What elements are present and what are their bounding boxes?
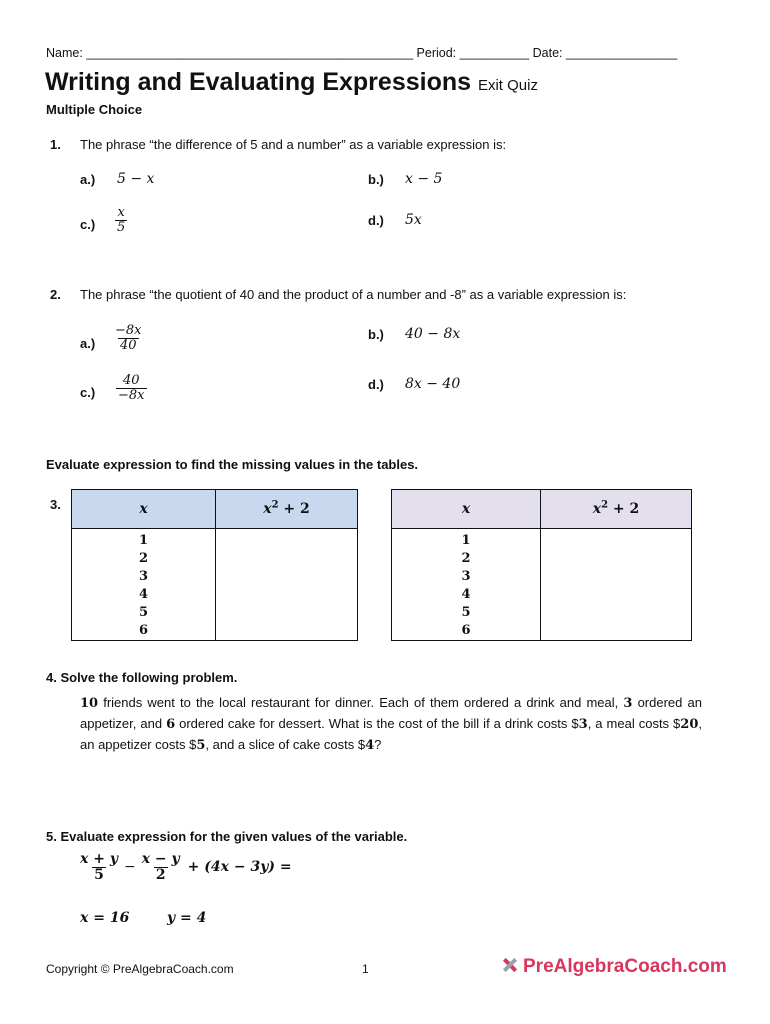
- q3-number: 3.: [50, 497, 61, 512]
- x-value: 3: [461, 569, 471, 584]
- title-main: Writing and Evaluating Expressions: [45, 68, 472, 96]
- period-blank: __________: [459, 46, 530, 60]
- q1-option-c-fraction: [115, 206, 127, 234]
- fraction-numerator: 40: [122, 373, 140, 388]
- fraction-numerator: −8x: [115, 323, 142, 338]
- date-blank: ________________: [566, 46, 678, 60]
- fraction-1: $\frac{x + y}{5}$: [80, 851, 118, 883]
- x-value: 4: [461, 587, 471, 602]
- q2-text: The phrase “the quotient of 40 and the product of a number and -8” as a variable expression is:: [80, 287, 627, 302]
- x-value: 1: [138, 533, 149, 548]
- q1-option-b-label: b.): [368, 172, 384, 187]
- footer-copyright: Copyright © PreAlgebraCoach.com: [46, 962, 234, 976]
- q3-table-right: [391, 489, 692, 641]
- q2-number: 2.: [50, 287, 61, 302]
- q1-option-a: 5 − x: [117, 171, 155, 187]
- q1-option-b: x − 5: [405, 171, 443, 187]
- x-value: 6: [138, 623, 149, 638]
- q2-option-b: 40 − 8x: [405, 326, 461, 342]
- brand-logo: [500, 955, 727, 981]
- answer-cell[interactable]: [216, 529, 358, 641]
- x-value: 4: [138, 587, 149, 602]
- q2-option-b-label: b.): [368, 327, 384, 342]
- table-header-x: x: [392, 490, 541, 529]
- page-title: [45, 68, 538, 97]
- q3-table-left: [71, 489, 358, 641]
- logo-text: PreAlgebraCoach.com: [523, 956, 727, 977]
- title-sub: Exit Quiz: [477, 77, 538, 94]
- q4-heading: 4. Solve the following problem.: [46, 670, 238, 685]
- q5-expression: $\frac{x + y}{5}$ − $\frac{x - y}{2}$ + (4x − 3y) =: [80, 851, 292, 883]
- q5-x-value: x = 16: [80, 910, 130, 926]
- date-label: Date:: [532, 46, 563, 60]
- q1-option-c-label: c.): [80, 217, 96, 232]
- student-info-line: [46, 46, 677, 60]
- answer-cell[interactable]: [541, 529, 692, 641]
- name-blank: _______________________________________________: [86, 46, 414, 60]
- page-number: 1: [362, 962, 369, 976]
- section-heading-multiple-choice: Multiple Choice: [46, 102, 143, 117]
- table-header-expression: $x^2 + 2$: [541, 490, 692, 529]
- q2-option-d-label: d.): [368, 377, 384, 392]
- q5-y-value: y = 4: [167, 910, 207, 926]
- q1-option-d: 5x: [405, 212, 422, 228]
- x-value: 3: [138, 569, 149, 584]
- fraction-denominator: 40: [119, 337, 137, 353]
- section-heading-evaluate: Evaluate expression to find the missing values in the tables.: [46, 457, 419, 472]
- fraction-denominator: −8x: [118, 387, 145, 403]
- q2-option-c-fraction: [116, 374, 147, 402]
- q5-heading: 5. Evaluate expression for the given values of the variable.: [46, 829, 408, 844]
- q1-number: 1.: [50, 137, 61, 152]
- fraction-2: $\frac{x - y}{2}$: [141, 851, 180, 883]
- q1-option-a-label: a.): [80, 172, 96, 187]
- fraction-numerator: x: [117, 205, 125, 220]
- table-header-x: x: [72, 490, 216, 529]
- fraction-denominator: 5: [117, 219, 126, 235]
- period-label: Period:: [416, 46, 457, 60]
- q2-option-a-label: a.): [80, 336, 96, 351]
- x-value: 1: [461, 533, 471, 548]
- q2-option-d: 8x − 40: [405, 376, 461, 392]
- name-label: Name:: [46, 46, 83, 60]
- x-values-cell: [392, 529, 541, 641]
- q2-option-c-label: c.): [80, 385, 96, 400]
- x-value: 5: [461, 605, 471, 620]
- x-value: 6: [461, 623, 471, 638]
- x-value: 5: [138, 605, 149, 620]
- q4-problem-text: 10 friends went to the local restaurant for dinner. Each of them ordered a drink and meal, 3 ordered an appetizer, and 6 ordered cake for dessert. What is the cost of the bill if a drink costs $3, a meal costs $20, an appetizer costs $5, and a slice of cake costs $4?: [80, 695, 702, 753]
- q1-option-d-label: d.): [368, 213, 384, 228]
- q2-option-a-fraction: [113, 324, 144, 352]
- table-header-expression: $x^2 + 2$: [216, 490, 358, 529]
- q1-text: The phrase “the difference of 5 and a number” as a variable expression is:: [80, 137, 507, 152]
- x-values-cell: [72, 529, 216, 641]
- x-value: 2: [461, 551, 471, 566]
- pencil-ruler-icon: [500, 955, 520, 981]
- x-value: 2: [138, 551, 149, 566]
